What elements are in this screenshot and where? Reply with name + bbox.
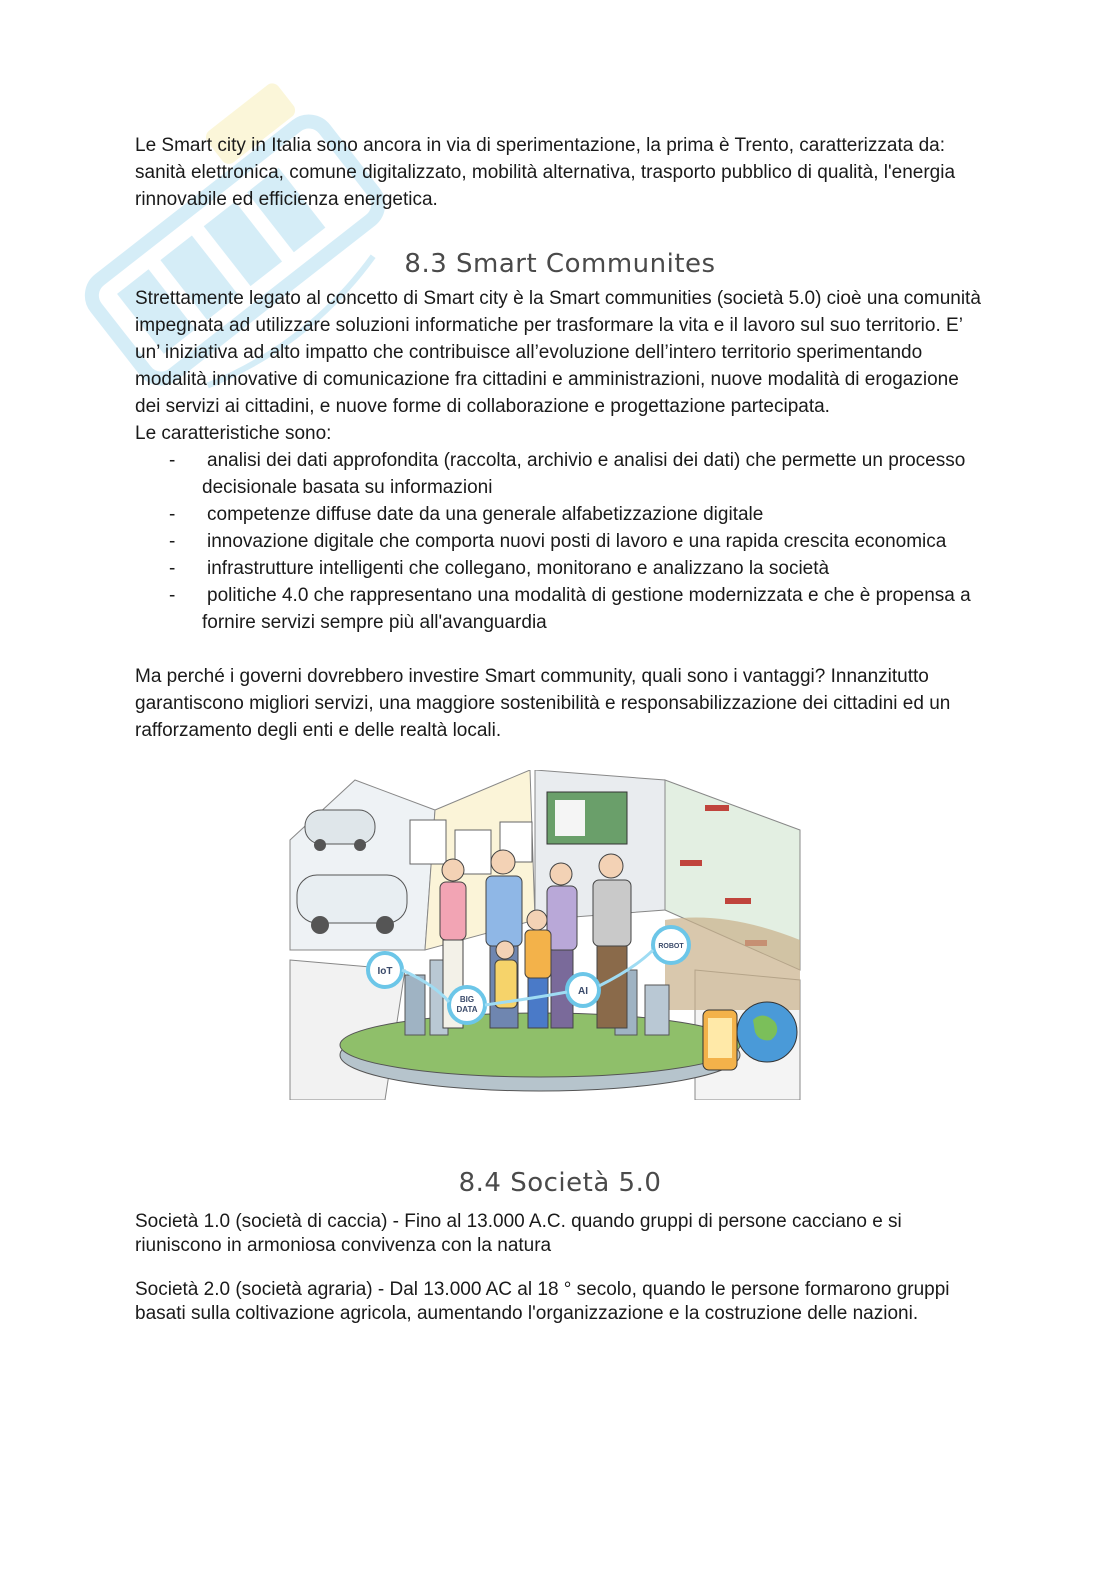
society-item: [135, 1210, 985, 1258]
section-83-title: 8.3 Smart Communites: [404, 249, 716, 279]
features-list: [135, 447, 985, 636]
main-content: [135, 132, 985, 1326]
society-item: [135, 1278, 985, 1326]
features-intro: Le caratteristiche sono:: [135, 423, 332, 444]
iot-label: IoT: [377, 966, 393, 977]
smart-community-illustration: [285, 770, 805, 1100]
feature-item: - analisi dei dati approfondita (raccolta, archivio e analisi dei dati) che permette un processo decisionale basata su informazioni: [135, 447, 985, 501]
society-item-text: Società 2.0 (società agraria) - Dal 13.000 AC al 18 ° secolo, quando le persone formarono gruppi basati sulla coltivazione agricola, aumentando l'organizzazione e la costruzione delle nazioni.: [135, 1279, 950, 1324]
feature-item: - politiche 4.0 che rappresentano una modalità di gestione modernizzata e che è propensa a fornire servizi sempre più all'avanguardia: [135, 582, 985, 636]
intro-paragraph: Le Smart city in Italia sono ancora in via di sperimentazione, la prima è Trento, caratterizzata da: sanità elettronica, comune digitalizzato, mobilità alternativa, trasporto pubblico di qualità, l'energia rinnovabile ed efficienza energetica.: [135, 135, 956, 210]
feature-item: - infrastrutture intelligenti che collegano, monitorano e analizzano la società: [135, 555, 985, 582]
section-84-title: 8.4 Società 5.0: [458, 1168, 662, 1198]
robot-label: ROBOT: [658, 943, 684, 950]
advantages-paragraph: Ma perché i governi dovrebbero investire Smart community, quali sono i vantaggi? Innanzitutto garantiscono migliori servizi, una maggiore sostenibilità e responsabilizzazione dei cittadini ed un rafforzamento degli enti e delle realtà locali.: [135, 666, 951, 741]
big-label: BIG: [459, 995, 475, 1004]
ai-label: AI: [578, 986, 588, 997]
paragraph-gap: [135, 636, 985, 663]
car-top: [305, 810, 375, 844]
society-list: [135, 1210, 985, 1326]
data-label: DATA: [456, 1005, 478, 1014]
section-83-paragraph: Strettamente legato al concetto di Smart city è la Smart communities (società 5.0) cioè una comunità impegnata ad utilizzare soluzioni informatiche per trasformare la vita e il lavoro sul suo territorio. E’ un’ iniziativa ad alto impatto che contribuisce all’evoluzione dell’intero territorio sperimentando modalità innovative di comunicazione fra cittadini e amministrazioni, nuove modalità di erogazione dei servizi ai cittadini, e nuove forme di collaborazione e progettazione partecipata.: [135, 288, 981, 417]
car-bottom: [297, 875, 407, 923]
feature-item: - innovazione digitale che comporta nuovi posti di lavoro e una rapida crescita economica: [135, 528, 985, 555]
society-item-text: Società 1.0 (società di caccia) - Fino al 13.000 A.C. quando gruppi di persone cacciano e si riuniscono in armoniosa convivenza con la natura: [135, 1211, 902, 1256]
feature-item: - competenze diffuse date da una generale alfabetizzazione digitale: [135, 501, 985, 528]
illustration-graphic: [285, 770, 805, 1100]
